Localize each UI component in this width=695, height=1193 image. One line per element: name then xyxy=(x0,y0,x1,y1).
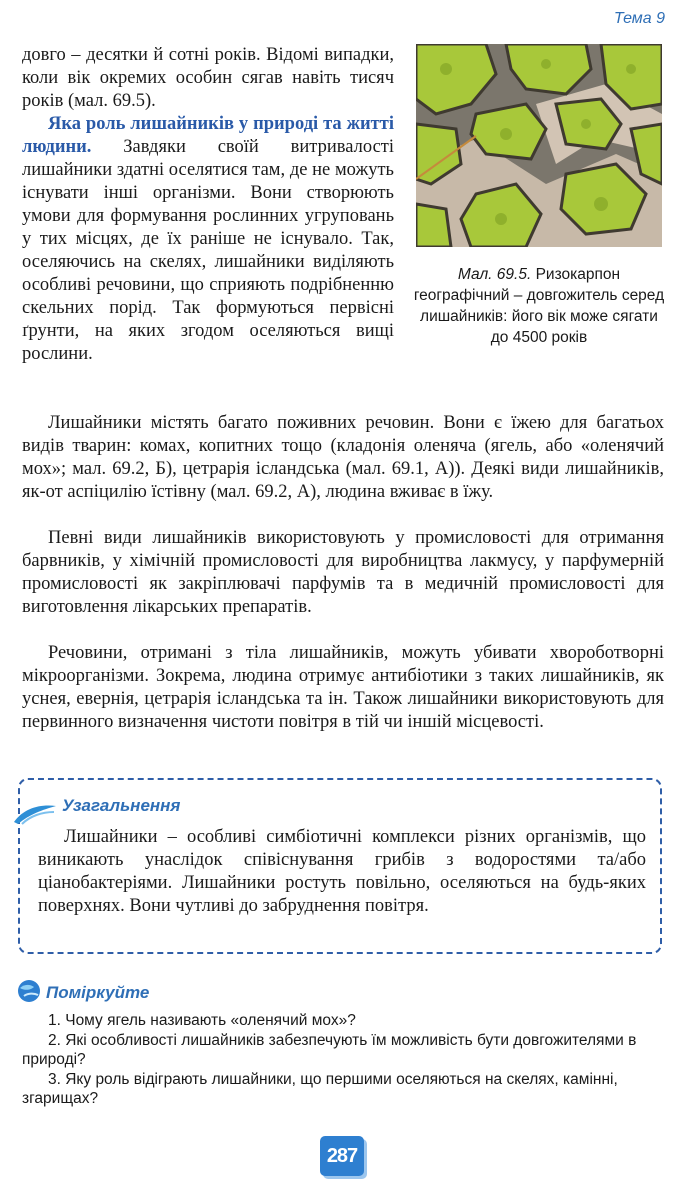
paragraph-nutrition: Лишайники містять багато поживних речовин. Вони є їжею для багатьох видів тварин: комах, копитних тощо (кладонія оленяча (ягель, або «оленячий мох»; мал. 69.2, Б), цетрарія ісландська (мал. 69.1, А)). Деякі види лишайників, як-от аспіцилію їстівну (мал. 69.2, А), людина вживає в їжу. xyxy=(22,413,664,502)
section-heading: Яка роль лишайників у природі та житті людини. xyxy=(22,114,394,157)
paragraph-medicine: Речовини, отримані з тіла лишайників, можуть убивати хвороботворні мікроорганізми. Зокрема, людина отримує антибіотики з таких лишайників, як уснея, евернія, цетрарія ісландська та ін. Також лишайники використовують для первинного визначення чистоти повітря в тій чи іншій місцевості. xyxy=(22,643,664,732)
paragraph-industry: Певні види лишайників використовують у промисловості для отримання барвників, у хімічній промисловості для виробництва лакмусу, у парфумерній промисловості як закріплювачі парфумів та в медичній промисловості для виготовлення лікарських препаратів. xyxy=(22,528,664,617)
paragraph-role xyxy=(22,113,394,366)
summary-text: Лишайники – особливі симбіотичні комплекси різних організмів, що виникають унаслідок співіснування грибів з водоростями та/або ціанобактеріями. Лишайники ростуть повільно, оселяються на будь-яких поверхнях. Вони чутливі до забруднення повітря. xyxy=(38,827,646,916)
question-item: 3. Яку роль відіграють лишайники, що першими оселяються на скелях, камінні, згарищах? xyxy=(22,1070,618,1107)
caption-text: Ризокарпон географічний – довгожитель серед лишайників: його вік може сягати до 4500 років xyxy=(413,266,665,346)
topic-label: Тема 9 xyxy=(613,10,665,27)
paragraph-role-text: Завдяки своїй витривалості лишайники здатні оселятися там, де не можуть існувати інші організми. Вони створюють умови для формування рослинних угруповань у тих місцях, де їх раніше не існувало. Так, оселяючись на скелях, лишайники виділяють особливі речовини, що сприяють подрібненню скельних порід. Так формуються первісні ґрунти, на яких згодом оселяються вищі рослини. xyxy=(22,137,394,364)
lichen-photo xyxy=(416,44,662,247)
questions-list xyxy=(22,1011,664,1109)
paragraph-intro: довго – десятки й сотні років. Відомі випадки, коли вік окремих особин сягав навіть тисяч років (мал. 69.5). xyxy=(22,45,394,111)
page-number: 287 xyxy=(320,1136,364,1176)
figure-caption xyxy=(410,264,668,348)
question-item: 1. Чому ягель називають «оленячий мох»? xyxy=(48,1012,356,1029)
think-title: Поміркуйте xyxy=(46,983,150,1002)
rhizocarpon-image xyxy=(416,44,662,247)
globe-icon xyxy=(16,978,42,1004)
summary-title: Узагальнення xyxy=(62,796,181,815)
caption-label: Мал. 69.5. xyxy=(457,266,532,283)
question-item: 2. Які особливості лишайників забезпечують їм можливість бути довгожителями в природі? xyxy=(22,1031,637,1068)
wave-icon xyxy=(12,802,58,826)
